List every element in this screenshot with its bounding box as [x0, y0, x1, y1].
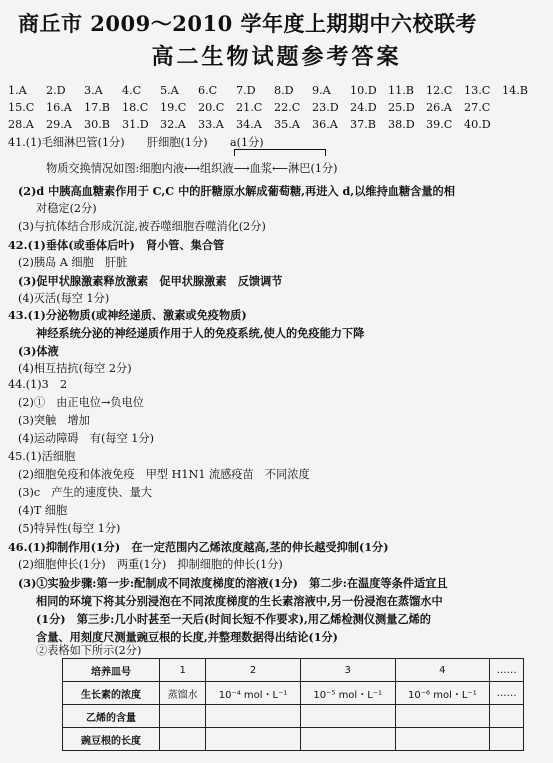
q45-line-1: 45.(1)活细胞 — [8, 450, 76, 463]
choice-answer: 10.D — [350, 84, 377, 97]
choice-answer: 28.A — [8, 118, 34, 131]
q42-line-3: (3)促甲状腺激素释放激素 促甲状腺激素 反馈调节 — [18, 274, 283, 288]
table-cell — [160, 705, 206, 728]
table-row — [63, 659, 524, 682]
choice-answer: 16.A — [46, 101, 72, 114]
choice-answer: 39.C — [426, 118, 453, 131]
choice-answer: 14.B — [502, 84, 529, 97]
table-cell — [490, 728, 524, 751]
choice-answer: 38.D — [388, 118, 415, 131]
choice-answer: 32.A — [160, 118, 186, 131]
q46-line-2: (2)细胞伸长(1分) 两重(1分) 抑制细胞的伸长(1分) — [18, 558, 283, 571]
q41-line-5: (3)与抗体结合形成沉淀,被吞噬细胞吞噬消化(2分) — [18, 220, 266, 233]
table-header-cell: …… — [490, 659, 524, 682]
table-row — [63, 705, 524, 728]
choice-answer: 33.A — [198, 118, 224, 131]
choice-answer: 18.C — [122, 101, 149, 114]
choice-answer: 37.B — [350, 118, 377, 131]
q45-line-5: (5)特异性(每空 1分) — [18, 522, 121, 535]
choice-answer: 24.D — [350, 101, 377, 114]
choice-answer: 30.B — [84, 118, 111, 131]
table-cell: 豌豆根的长度 — [63, 728, 160, 751]
choice-answer: 13.C — [464, 84, 491, 97]
table-header-cell: 1 — [160, 659, 206, 682]
q44-line-4: (4)运动障碍 有(每空 1分) — [18, 432, 154, 445]
choice-answer: 11.B — [388, 84, 415, 97]
q45-line-2: (2)细胞免疫和体液免疫 甲型 H1N1 流感疫苗 不同浓度 — [18, 468, 310, 481]
q46-line-1: 46.(1)抑制作用(1分) 在一定范围内乙烯浓度越高,茎的伸长越受抑制(1分) — [8, 540, 389, 554]
table-cell — [300, 728, 395, 751]
table-header-cell: 3 — [300, 659, 395, 682]
choice-answer: 7.D — [236, 84, 256, 97]
q43-line-1: 43.(1)分泌物质(或神经递质、激素或免疫物质) — [8, 308, 247, 322]
choice-answer: 27.C — [464, 101, 491, 114]
q43-line-4: (4)相互拮抗(每空 2分) — [18, 362, 132, 375]
choice-answer: 12.C — [426, 84, 453, 97]
choice-answer: 20.C — [198, 101, 225, 114]
choice-answer: 40.D — [464, 118, 491, 131]
choice-answer: 4.C — [122, 84, 142, 97]
answer-key-subtitle: 高二生物试题参考答案 — [151, 44, 402, 70]
q43-line-3: (3)体液 — [18, 344, 59, 358]
table-row — [63, 728, 524, 751]
q46-line-7: ②表格如下所示(2分) — [36, 644, 142, 657]
q46-line-5: (1分) 第三步:几小时甚至一天后(时间长短不作要求),用乙烯检测仪测量乙烯的 — [36, 612, 431, 626]
q41-line-1: 41.(1)毛细淋巴管(1分) 肝细胞(1分) a(1分) — [8, 136, 264, 149]
table-cell: 生长素的浓度 — [63, 682, 160, 705]
table-cell: 乙烯的含量 — [63, 705, 160, 728]
choice-row-1 — [8, 84, 540, 98]
q45-line-4: (4)T 细胞 — [18, 504, 68, 517]
q44-line-1: 44.(1)3 2 — [8, 378, 68, 391]
table-cell: 10⁻⁵ mol・L⁻¹ — [300, 682, 395, 705]
choice-answer: 9.A — [312, 84, 331, 97]
table-header-cell: 2 — [206, 659, 301, 682]
choice-answer: 34.A — [236, 118, 262, 131]
choice-answer: 29.A — [46, 118, 72, 131]
table-cell: 蒸馏水 — [160, 682, 206, 705]
q41-line-3: (2)d 中胰高血糖素作用于 C,C 中的肝糖原水解成葡萄糖,再进入 d,以维持血糖含量的相 — [18, 184, 455, 198]
table-cell — [395, 728, 490, 751]
choice-answer: 3.A — [84, 84, 103, 97]
table-cell — [490, 705, 524, 728]
table-cell — [300, 705, 395, 728]
choice-answer: 31.D — [122, 118, 149, 131]
exam-title: 商丘市 2009～2010 学年度上期期中六校联考 — [18, 11, 478, 36]
q45-line-3: (3)c 产生的速度快、量大 — [18, 486, 152, 499]
table-header-cell: 4 — [395, 659, 490, 682]
q46-line-3: (3)①实验步骤:第一步:配制成不同浓度梯度的溶液(1分) 第二步:在温度等条件适宜且 — [18, 576, 448, 590]
table-row — [63, 682, 524, 705]
choice-answer: 1.A — [8, 84, 27, 97]
choice-row-2 — [8, 101, 502, 115]
table-cell — [160, 728, 206, 751]
choice-answer: 26.A — [426, 101, 452, 114]
choice-row-3 — [8, 118, 502, 132]
experiment-table — [62, 658, 524, 751]
choice-answer: 36.A — [312, 118, 338, 131]
choice-answer: 23.D — [312, 101, 339, 114]
q43-line-2: 神经系统分泌的神经递质作用于人的免疫系统,使人的免疫能力下降 — [36, 326, 365, 340]
choice-answer: 35.A — [274, 118, 300, 131]
choice-answer: 21.C — [236, 101, 263, 114]
q44-line-2: (2)① 由正电位→负电位 — [18, 396, 144, 409]
choice-answer: 25.D — [388, 101, 415, 114]
choice-answer: 6.C — [198, 84, 218, 97]
exchange-arrow-bracket — [234, 149, 326, 156]
choice-answer: 17.B — [84, 101, 111, 114]
q41-line-4: 对稳定(2分) — [36, 202, 97, 215]
table-cell: 10⁻⁶ mol・L⁻¹ — [395, 682, 490, 705]
q46-line-4: 相同的环境下将其分别浸泡在不同浓度梯度的生长素溶液中,另一份浸泡在蒸馏水中 — [36, 594, 443, 608]
choice-answer: 2.D — [46, 84, 66, 97]
q41-line-2: 物质交换情况如图:细胞内液⟷组织液⟶血浆⟵淋巴(1分) — [46, 162, 338, 175]
q42-line-1: 42.(1)垂体(或垂体后叶) 肾小管、集合管 — [8, 238, 225, 252]
q42-line-4: (4)灭活(每空 1分) — [18, 292, 110, 305]
table-cell — [206, 705, 301, 728]
table-cell — [206, 728, 301, 751]
table-header-cell: 培养皿号 — [63, 659, 160, 682]
choice-answer: 8.D — [274, 84, 294, 97]
choice-answer: 22.C — [274, 101, 301, 114]
q46-line-6: 含量、用刻度尺测量豌豆根的长度,并整理数据得出结论(1分) — [36, 630, 338, 644]
choice-answer: 5.A — [160, 84, 179, 97]
table-cell: …… — [490, 682, 524, 705]
table-cell — [395, 705, 490, 728]
choice-answer: 19.C — [160, 101, 187, 114]
choice-answer: 15.C — [8, 101, 35, 114]
q42-line-2: (2)胰岛 A 细胞 肝脏 — [18, 256, 128, 269]
q44-line-3: (3)突触 增加 — [18, 414, 90, 427]
table-cell: 10⁻⁴ mol・L⁻¹ — [206, 682, 301, 705]
